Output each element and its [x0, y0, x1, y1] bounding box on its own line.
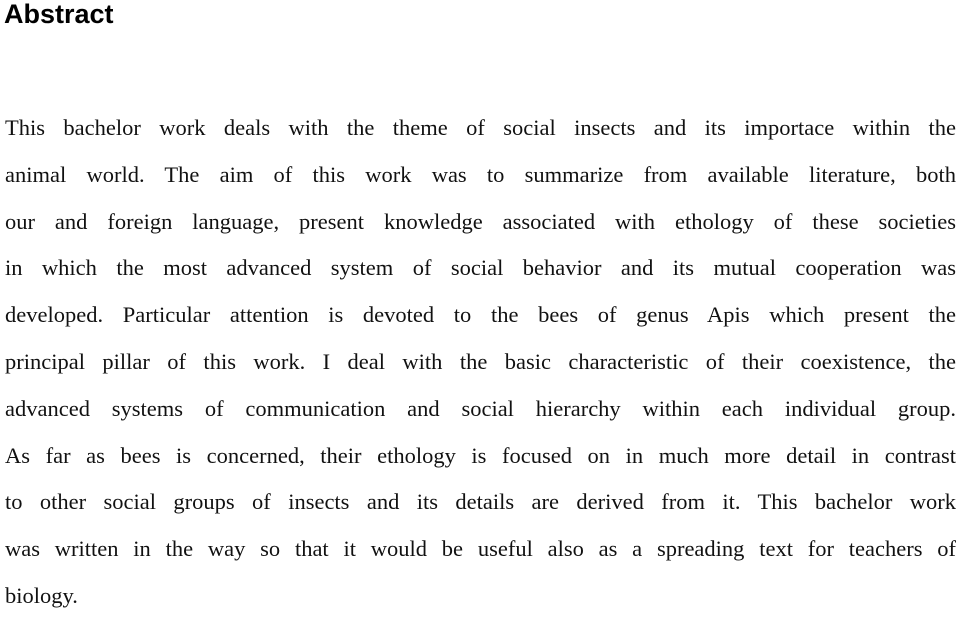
- abstract-paragraph: [5, 105, 956, 620]
- paragraph-line: was written in the way so that it would be useful also as a spreading text for teachers of: [5, 536, 956, 562]
- paragraph-line: As far as bees is concerned, their ethology is focused on in much more detail in contrast: [5, 442, 956, 468]
- paragraph-line: developed. Particular attention is devoted to the bees of genus Apis which present the: [5, 302, 956, 328]
- paragraph-line: animal world. The aim of this work was to summarize from available literature, both: [5, 161, 956, 187]
- abstract-heading: Abstract: [4, 0, 114, 29]
- paragraph-line: in which the most advanced system of social behavior and its mutual cooperation was: [5, 255, 956, 281]
- paragraph-line: advanced systems of communication and social hierarchy within each individual group.: [5, 395, 956, 421]
- paragraph-line: to other social groups of insects and its details are derived from it. This bachelor work: [5, 489, 956, 515]
- paragraph-line: biology.: [5, 582, 78, 608]
- paragraph-line: our and foreign language, present knowledge associated with ethology of these societies: [5, 208, 956, 234]
- paragraph-line: This bachelor work deals with the theme of social insects and its importace within the: [5, 115, 956, 140]
- paragraph-line: principal pillar of this work. I deal with the basic characteristic of their coexistence, the: [5, 348, 956, 374]
